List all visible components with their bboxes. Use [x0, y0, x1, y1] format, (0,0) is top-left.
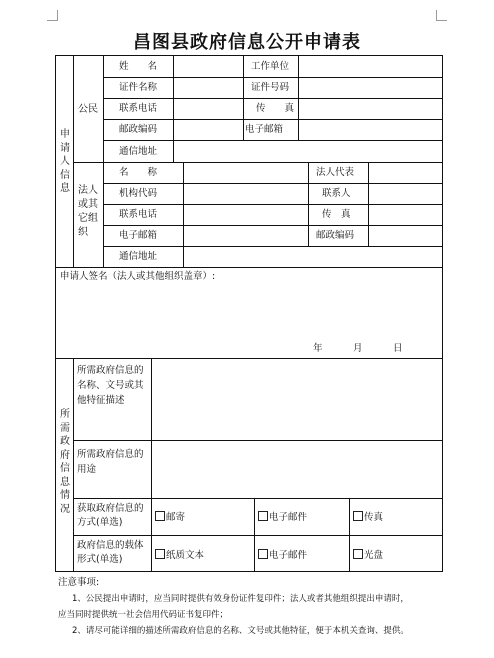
row-divider [73, 498, 442, 499]
application-form-table [55, 55, 443, 572]
col-divider [103, 56, 104, 267]
info-description-input-cell[interactable] [152, 359, 441, 440]
page-corner-mark-left [47, 10, 58, 21]
org-email-label: 电子邮箱 [119, 230, 158, 241]
legal-rep-input-cell[interactable] [369, 163, 441, 183]
work-unit-input-cell[interactable] [299, 57, 441, 77]
method-option-fax[interactable]: 传真 [353, 511, 383, 524]
org-code-label: 机构代码 [119, 188, 158, 199]
col-divider [254, 498, 255, 571]
citizen-address-label: 通信地址 [119, 146, 158, 157]
org-address-label: 通信地址 [119, 251, 158, 262]
note-item-2: 2、请尽可能详细的描述所需政府信息的名称、文号或其他特征，便于本机关查询、提供。 [72, 626, 409, 636]
applicant-info-label: 申请人信息 [60, 129, 70, 194]
org-label: 法人或其它组织 [78, 185, 98, 238]
access-method-label: 获取政府信息的方式(单选) [77, 503, 144, 528]
citizen-postcode-label: 邮政编码 [119, 124, 158, 135]
format-option-disc[interactable]: 光盘 [353, 549, 383, 562]
id-number-input-cell[interactable] [299, 78, 441, 98]
checkbox-email[interactable] [258, 511, 268, 521]
org-email-input-cell[interactable] [184, 226, 308, 246]
citizen-label: 公民 [78, 104, 98, 115]
method-option-email[interactable]: 电子邮件 [258, 511, 307, 524]
id-name-input-cell[interactable] [174, 78, 243, 98]
name-input-cell[interactable] [174, 57, 243, 77]
id-name-label: 证件名称 [119, 82, 158, 93]
signature-day-label: 日 [393, 343, 403, 354]
org-fax-input-cell[interactable] [369, 205, 441, 225]
section-divider [56, 267, 442, 268]
checkbox-disc[interactable] [353, 549, 363, 559]
col-divider [73, 358, 74, 571]
carrier-format-label: 政府信息的载体形式(单选) [77, 540, 144, 565]
checkbox-format-email[interactable] [258, 549, 268, 559]
org-phone-input-cell[interactable] [184, 205, 308, 225]
org-fax-label: 传 真 [322, 209, 351, 220]
signature-area[interactable] [57, 285, 441, 340]
org-postcode-input-cell[interactable] [369, 226, 441, 246]
col-divider [308, 162, 309, 246]
note-item-1b: 应当同时提供统一社会信用代码证书复印件； [58, 610, 229, 620]
info-purpose-label: 所需政府信息的用途 [77, 449, 144, 475]
citizen-phone-input-cell[interactable] [174, 99, 243, 119]
info-purpose-input-cell[interactable] [152, 441, 441, 498]
contact-input-cell[interactable] [369, 184, 441, 204]
checkbox-fax[interactable] [353, 511, 363, 521]
citizen-email-input-cell[interactable] [299, 120, 441, 140]
legal-rep-label: 法人代表 [316, 167, 355, 178]
note-item-1a: 1、公民提出申请时，应当同时提供有效身份证件复印件；法人或者其他组织提出申请时， [72, 594, 409, 604]
citizen-fax-input-cell[interactable] [299, 99, 441, 119]
info-request-label: 所需政府信息情况 [60, 409, 70, 515]
citizen-postcode-input-cell[interactable] [174, 120, 243, 140]
name-label: 姓 名 [119, 61, 158, 72]
page-corner-mark-right [436, 10, 447, 21]
org-address-input-cell[interactable] [184, 247, 441, 267]
signature-year-label: 年 [313, 343, 323, 354]
org-phone-label: 联系电话 [119, 209, 158, 220]
org-name-label: 名 称 [119, 167, 158, 178]
checkbox-paper[interactable] [155, 549, 165, 559]
col-divider [243, 56, 244, 140]
form-title: 昌图县政府信息公开申请表 [133, 32, 361, 53]
signature-month-label: 月 [353, 343, 363, 354]
notes-section [58, 575, 444, 639]
id-number-label: 证件号码 [251, 82, 290, 93]
citizen-email-label: 电子邮箱 [245, 124, 284, 135]
info-description-label: 所需政府信息的名称、文号或其他特征描述 [77, 365, 144, 406]
format-option-paper[interactable]: 纸质文本 [155, 549, 204, 562]
citizen-fax-label: 传 真 [256, 103, 295, 114]
org-name-input-cell[interactable] [184, 163, 308, 183]
signature-label: 申请人签名（法人或其他组织盖章）: [60, 271, 216, 282]
checkbox-mail[interactable] [155, 511, 165, 521]
org-code-input-cell[interactable] [184, 184, 308, 204]
notes-heading: 注意事项: [58, 577, 100, 588]
citizen-phone-label: 联系电话 [119, 103, 158, 114]
contact-label: 联系人 [322, 188, 351, 199]
work-unit-label: 工作单位 [251, 61, 290, 72]
format-option-email[interactable]: 电子邮件 [258, 549, 307, 562]
method-option-mail[interactable]: 邮寄 [155, 511, 185, 524]
col-divider [73, 56, 74, 267]
org-postcode-label: 邮政编码 [316, 230, 355, 241]
citizen-address-input-cell[interactable] [174, 141, 441, 162]
row-divider [73, 535, 442, 536]
col-divider [349, 498, 350, 571]
